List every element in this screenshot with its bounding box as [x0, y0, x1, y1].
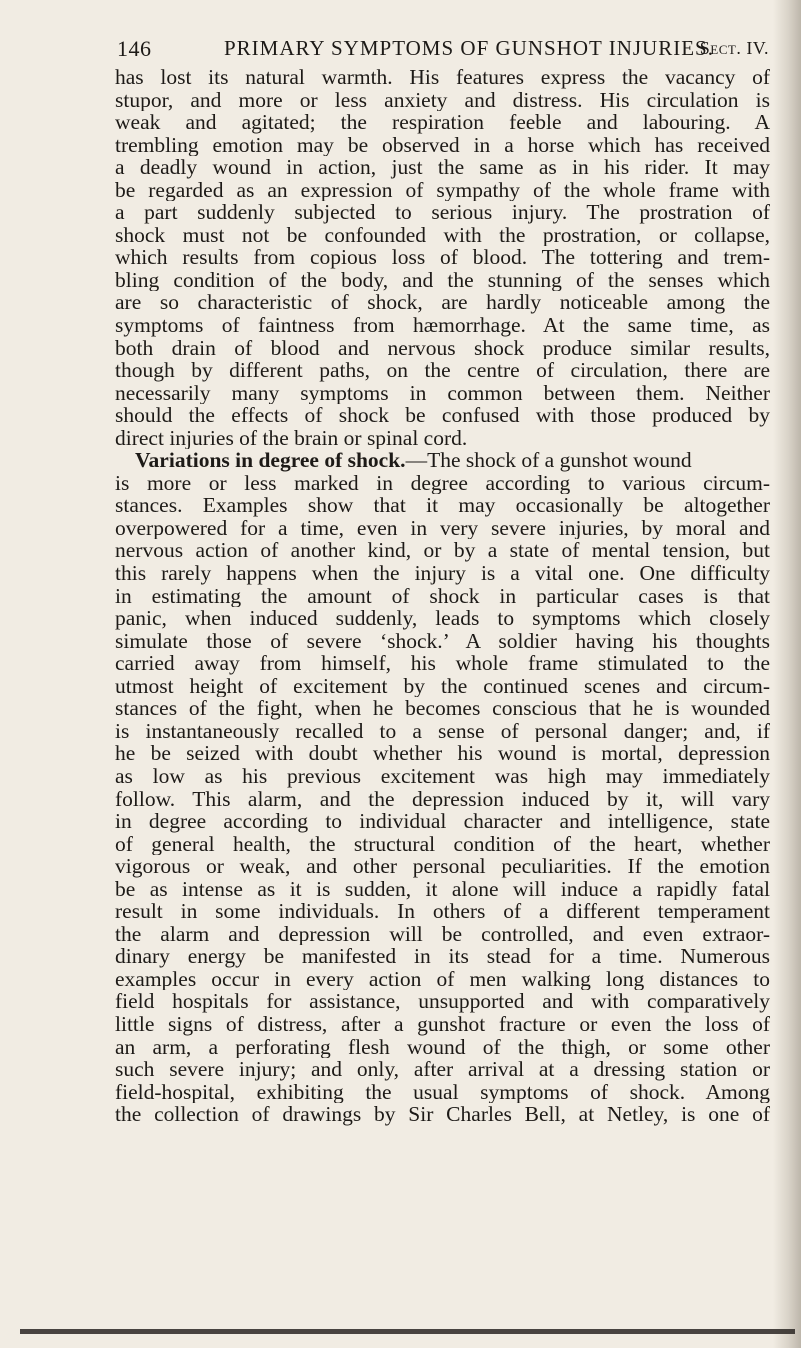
text-line: field-hospital, exhibiting the usual symptoms of shock. Among [115, 1080, 770, 1104]
text-line: dinary energy be manifested in its stead for a time. Numerous [115, 945, 770, 968]
text-line: be regarded as an expression of sympathy of the whole frame with [115, 178, 770, 202]
page-header [117, 30, 769, 64]
text-line: such severe injury; and only, after arrival at a dressing station or [115, 1058, 770, 1081]
text-line: the alarm and depression will be controlled, and even extraor- [115, 922, 770, 946]
text-line: simulate those of severe ‘shock.’ A soldier having his thoughts [115, 629, 770, 653]
text-line: is instantaneously recalled to a sense of personal danger; and, if [115, 719, 770, 743]
text-line: field hospitals for assistance, unsupported and with comparatively [115, 990, 770, 1013]
text-line: utmost height of excitement by the continued scenes and circum- [115, 674, 770, 698]
text-line: both drain of blood and nervous shock produce similar results, [115, 336, 770, 360]
text-line: shock must not be confounded with the prostration, or collapse, [115, 223, 770, 247]
body-text [115, 66, 770, 1126]
text-line: nervous action of another kind, or by a state of mental tension, but [115, 539, 770, 563]
text-line: weak and agitated; the respiration feeble and labouring. A [115, 111, 770, 134]
text-line: this rarely happens when the injury is a vital one. One difficulty [115, 562, 770, 585]
section-reference: Sect. IV. [699, 38, 769, 58]
text-line: carried away from himself, his whole frame stimulated to the [115, 652, 770, 675]
text-line: examples occur in every action of men walking long distances to [115, 967, 770, 991]
text-line: a part suddenly subjected to serious injury. The prostration of [115, 201, 770, 224]
text-line: he be seized with doubt whether his wound is mortal, depression [115, 742, 770, 765]
page-gutter-shadow [773, 0, 801, 1348]
bottom-edge-shadow [20, 1329, 795, 1334]
text-line: necessarily many symptoms in common between them. Neither [115, 381, 770, 405]
paragraph-first-line [115, 449, 770, 472]
text-line: though by different paths, on the centre of circulation, there are [115, 359, 770, 382]
text-line: of general health, the structural condition of the heart, whether [115, 832, 770, 856]
text-line: in degree according to individual character and intelligence, state [115, 810, 770, 833]
text-line: in estimating the amount of shock in particular cases is that [115, 584, 770, 608]
paragraph-first-line-text: —The shock of a gunshot wound [405, 449, 692, 472]
text-line: stances. Examples show that it may occasionally be altogether [115, 494, 770, 517]
text-line: stances of the fight, when he becomes conscious that he is wounded [115, 697, 770, 720]
text-line: is more or less marked in degree according to various circum- [115, 471, 770, 495]
text-line: little signs of distress, after a gunshot fracture or even the loss of [115, 1012, 770, 1036]
text-line: panic, when induced suddenly, leads to symptoms which closely [115, 607, 770, 630]
text-line: which results from copious loss of blood. The tottering and trem- [115, 246, 770, 269]
text-line: has lost its natural warmth. His features express the vacancy of [115, 66, 770, 89]
text-line: as low as his previous excitement was high may immediately [115, 764, 770, 788]
text-line: follow. This alarm, and the depression induced by it, will vary [115, 787, 770, 811]
text-line: vigorous or weak, and other personal peculiarities. If the emotion [115, 855, 770, 878]
text-line: bling condition of the body, and the stunning of the senses which [115, 268, 770, 292]
text-line: result in some individuals. In others of a different temperament [115, 900, 770, 923]
sidenote-heading: Variations in degree of shock. [135, 449, 406, 472]
page-number: 146 [117, 36, 152, 61]
text-line-paragraph-end: direct injuries of the brain or spinal cord. [115, 426, 468, 450]
text-line: be as intense as it is sudden, it alone will induce a rapidly fatal [115, 877, 770, 901]
text-line: an arm, a perforating flesh wound of the thigh, or some other [115, 1035, 770, 1059]
running-title: PRIMARY SYMPTOMS OF GUNSHOT INJURIES. [224, 36, 714, 60]
text-line: symptoms of faintness from hæmorrhage. At the same time, as [115, 314, 770, 337]
text-line: the collection of drawings by Sir Charles Bell, at Netley, is one of [115, 1103, 770, 1126]
text-line: stupor, and more or less anxiety and distress. His circulation is [115, 88, 770, 112]
text-line: a deadly wound in action, just the same as in his rider. It may [115, 156, 770, 179]
text-line: are so characteristic of shock, are hardly noticeable among the [115, 291, 770, 315]
text-line: trembling emotion may be observed in a horse which has received [115, 133, 770, 157]
text-line: should the effects of shock be confused with those produced by [115, 404, 770, 427]
text-line: overpowered for a time, even in very severe injuries, by moral and [115, 516, 770, 540]
